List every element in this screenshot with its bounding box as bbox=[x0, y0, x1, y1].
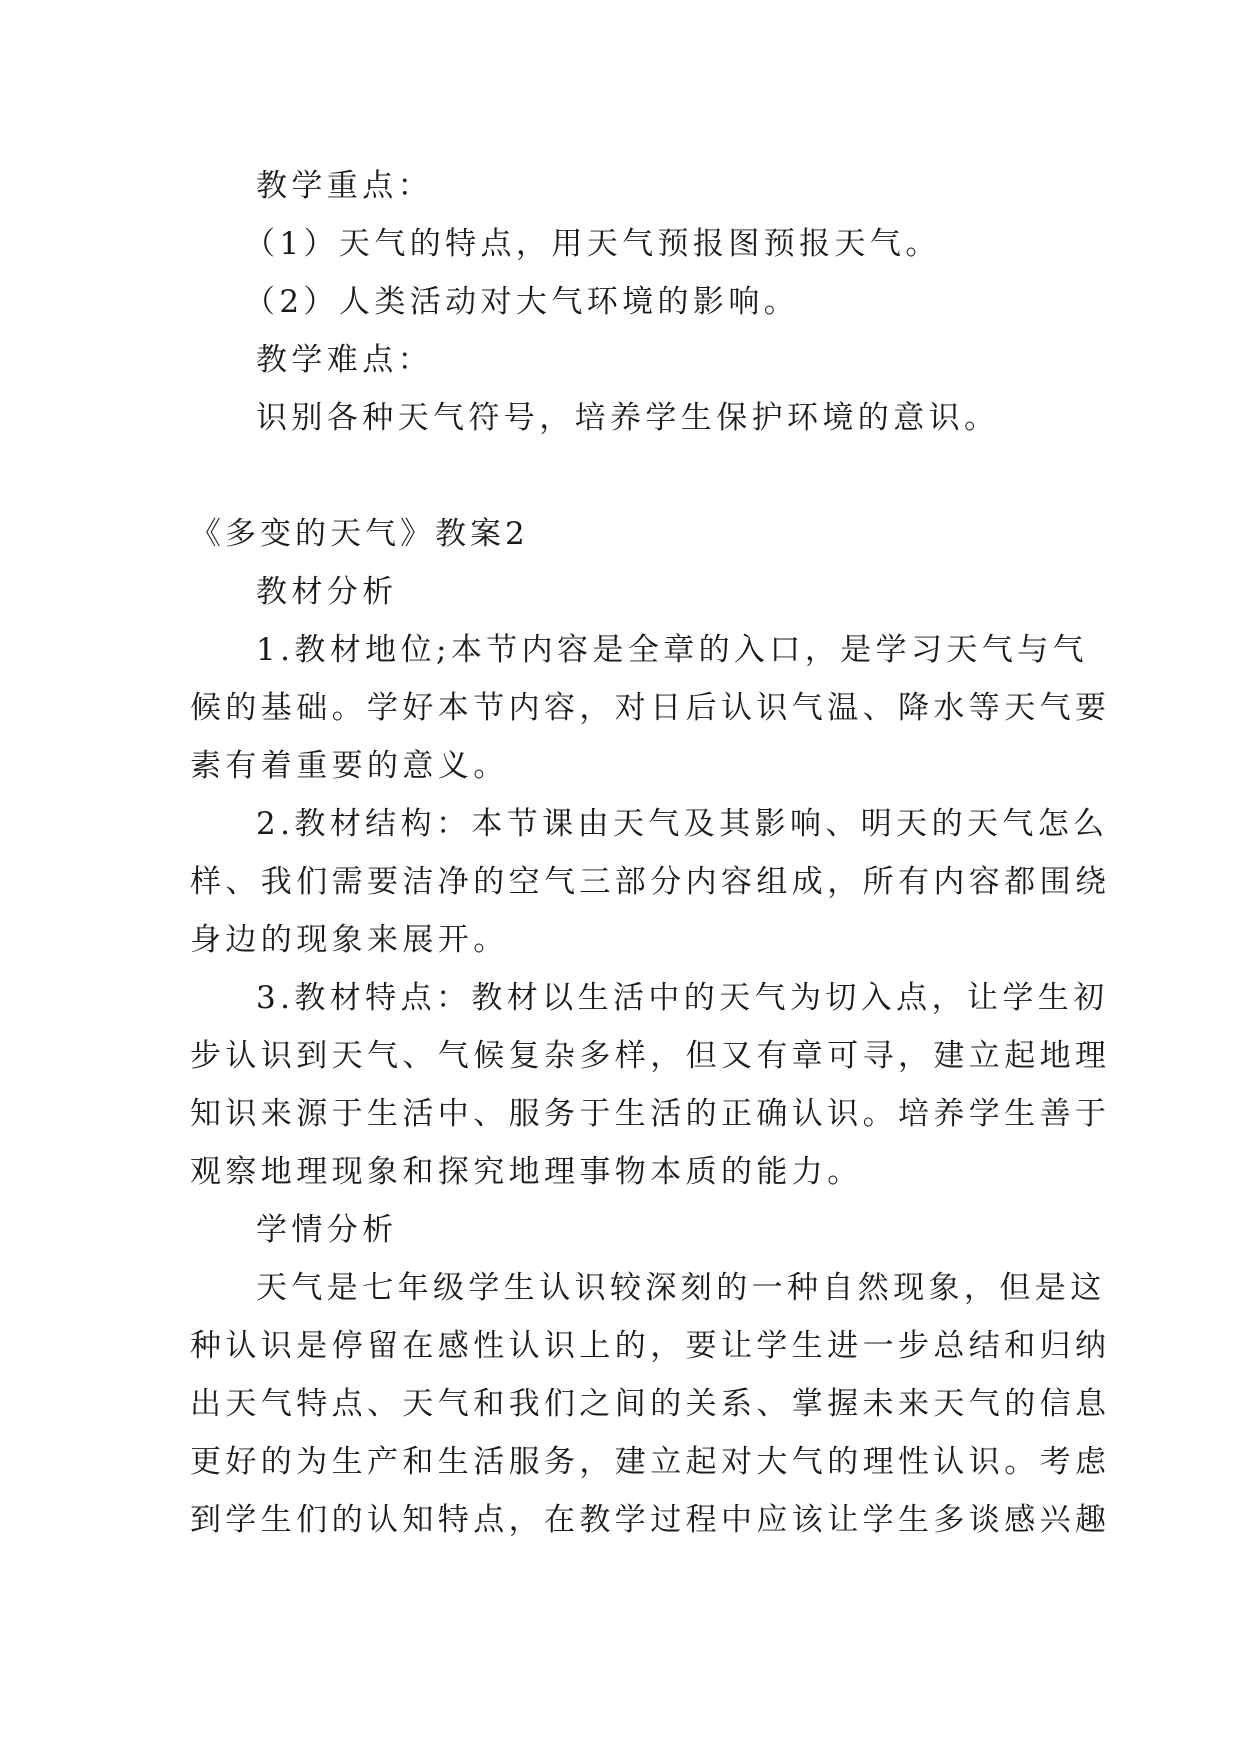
paragraph-line: 知识来源于生活中、服务于生活的正确认识。培养学生善于 bbox=[190, 1096, 1111, 1132]
difficulty-text: 识别各种天气符号，培养学生保护环境的意识。 bbox=[256, 400, 1000, 436]
heading-student-analysis: 学情分析 bbox=[256, 1212, 398, 1248]
focus-item-2: （2）人类活动对大气环境的影响。 bbox=[244, 284, 800, 320]
paragraph-line: 1.教材地位;本节内容是全章的入口，是学习天气与气 bbox=[256, 632, 1089, 668]
heading-teaching-difficulty: 教学难点： bbox=[256, 342, 433, 378]
paragraph-line: 观察地理现象和探究地理事物本质的能力。 bbox=[190, 1154, 863, 1190]
paragraph-line: 更好的为生产和生活服务，建立起对大气的理性认识。考虑 bbox=[190, 1444, 1111, 1480]
paragraph-line: 身边的现象来展开。 bbox=[190, 922, 509, 958]
paragraph-line: 候的基础。学好本节内容，对日后认识气温、降水等天气要 bbox=[190, 690, 1111, 726]
paragraph-line: 天气是七年级学生认识较深刻的一种自然现象，但是这 bbox=[256, 1270, 1106, 1306]
paragraph-line: 种认识是停留在感性认识上的，要让学生进一步总结和归纳 bbox=[190, 1328, 1111, 1364]
paragraph-line: 出天气特点、天气和我们之间的关系、掌握未来天气的信息 bbox=[190, 1386, 1111, 1422]
paragraph-line: 素有着重要的意义。 bbox=[190, 748, 509, 784]
paragraph-line: 2.教材结构：本节课由天气及其影响、明天的天气怎么 bbox=[256, 806, 1109, 842]
paragraph-line: 样、我们需要洁净的空气三部分内容组成，所有内容都围绕 bbox=[190, 864, 1111, 900]
paragraph-line: 到学生们的认知特点，在教学过程中应该让学生多谈感兴趣 bbox=[190, 1502, 1111, 1538]
section-title: 《多变的天气》教案2 bbox=[190, 516, 529, 552]
paragraph-line: 3.教材特点：教材以生活中的天气为切入点，让学生初 bbox=[256, 980, 1109, 1016]
paragraph-line: 步认识到天气、气候复杂多样，但又有章可寻，建立起地理 bbox=[190, 1038, 1111, 1074]
heading-teaching-focus: 教学重点： bbox=[256, 168, 433, 204]
focus-item-1: （1）天气的特点，用天气预报图预报天气。 bbox=[244, 226, 941, 262]
heading-textbook-analysis: 教材分析 bbox=[256, 574, 398, 610]
